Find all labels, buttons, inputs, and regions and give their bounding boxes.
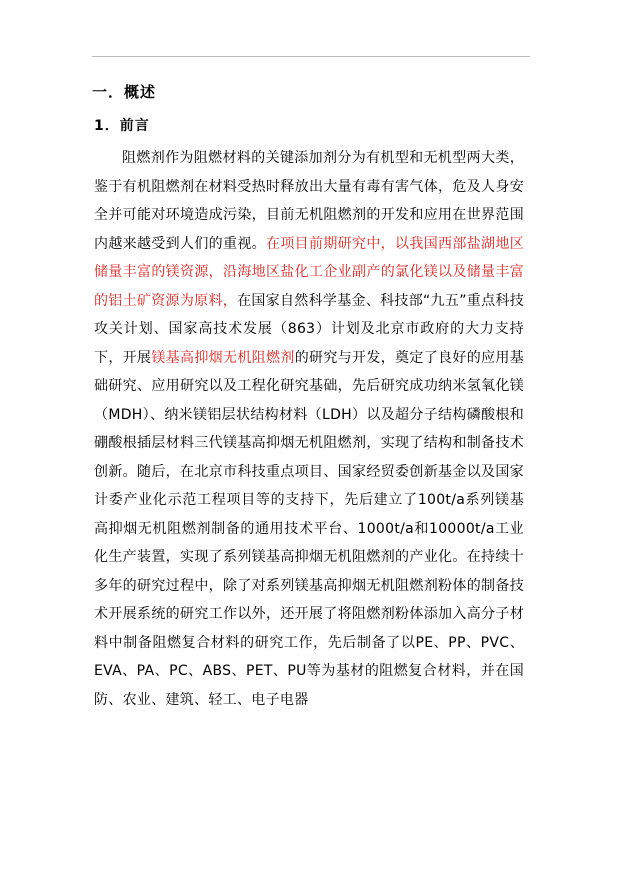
section-heading: 一．概述 [92,83,157,101]
paragraph-text: 的研究与开发，奠定了良好的应用基础研究、应用研究以及工程化研究基础，先后研究成功纳米氢氧化镁（MDH）、纳米镁铝层状结构材料（LDH）以及超分子结构磷酸根和硼酸根插层材料三代镁基高抑烟无机阻燃剂，实现了结构和制备技术创新。随后，在北京市科技重点项目、国家经贸委创新基金以及国家计委产业化示范工程项目等的支持下，先后建立了100t/a系列镁基高抑烟无机阻燃剂制备的通用技术平台、1000t/a和10000t/a工业化生产装置，实现了系列镁基高抑烟无机阻燃剂的产业化。在持续十多年的研究过程中，除了对系列镁基高抑烟无机阻燃剂粉体的制备技术开展系统的研究工作以外，还开展了将阻燃剂粉体添加入高分子材料中制备阻燃复合材料的研究工作，先后制备了以PE、PP、PVC、EVA、PA、PC、ABS、PET、PU等为基材的阻燃复合材料，并在国防、农业、建筑、轻工、电子电器 [94,349,524,708]
paragraph-text: 阻燃剂作为阻燃材料的关键添加剂分为有机型和无机型两大类，鉴于有机阻燃剂在材料受热时释放出大量有毒有害气体，危及人身安全并可能对环境造成污染，目前无机阻燃剂的开发和应用在世界范围内越来越受到人们的重视。 [94,150,524,252]
header-rule [92,56,530,57]
body-paragraph [94,144,524,714]
paragraph-text: 在国家自然科学基金、科技部“九五”重点科技攻关计划、国家高技术发展（863）计划及北京市政府的大力支持下，开展 [94,292,524,366]
highlighted-text: 镁基高抑烟无机阻燃剂 [151,349,295,366]
highlighted-text: 在项目前期研究中，以我国西部盐湖地区储量丰富的镁资源，沿海地区盐化工企业副产的氯化镁以及储量丰富的铝土矿资源为原料， [94,235,524,309]
subsection-heading: 1．前言 [94,118,150,134]
